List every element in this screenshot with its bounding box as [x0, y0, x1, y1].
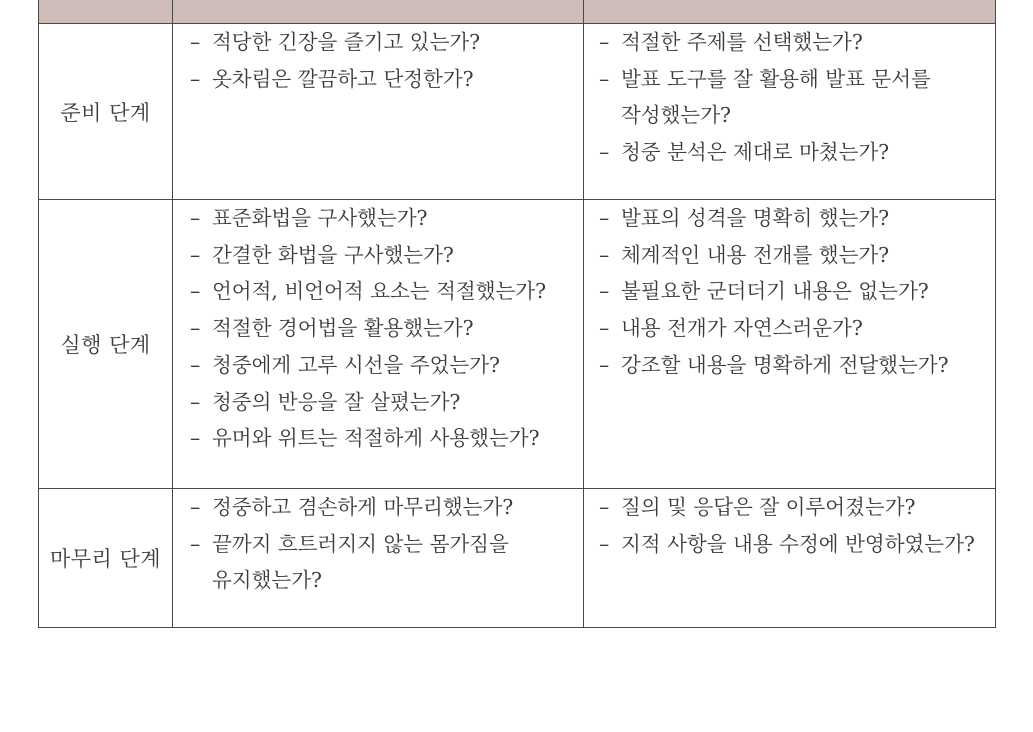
list-item: – 청중의 반응을 잘 살폈는가? — [190, 384, 577, 421]
speaker-checklist-cell — [173, 489, 584, 628]
speaker-checklist-cell — [173, 200, 584, 489]
list-item: – 체계적인 내용 전개를 했는가? — [599, 237, 991, 274]
presentation-checklist-table — [38, 0, 996, 628]
list-item: – 정중하고 겸손하게 마무리했는가? — [190, 489, 577, 526]
stage-label: 마무리 단계 — [39, 489, 173, 628]
list-item: – 발표의 성격을 명확히 했는가? — [599, 200, 991, 237]
list-item: – 청중 분석은 제대로 마쳤는가? — [599, 134, 991, 171]
content-checklist-cell — [584, 200, 996, 489]
stage-label: 준비 단계 — [39, 24, 173, 200]
stage-label: 실행 단계 — [39, 200, 173, 489]
list-item: – 적절한 경어법을 활용했는가? — [190, 310, 577, 347]
list-item: – 발표 도구를 잘 활용해 발표 문서를 작성했는가? — [599, 61, 991, 134]
list-item: – 언어적, 비언어적 요소는 적절했는가? — [190, 273, 577, 310]
content-checklist-cell — [584, 489, 996, 628]
list-item: – 유머와 위트는 적절하게 사용했는가? — [190, 420, 577, 457]
list-item: – 청중에게 고루 시선을 주었는가? — [190, 347, 577, 384]
list-item: – 질의 및 응답은 잘 이루어졌는가? — [599, 489, 991, 526]
content-checklist-cell — [584, 24, 996, 200]
speaker-checklist-cell — [173, 24, 584, 200]
header-row — [39, 0, 996, 24]
table-header — [39, 0, 996, 24]
checklist — [599, 489, 991, 562]
checklist — [599, 24, 991, 171]
header-cell-stage — [39, 0, 173, 24]
list-item: – 내용 전개가 자연스러운가? — [599, 310, 991, 347]
list-item: – 적절한 주제를 선택했는가? — [599, 24, 991, 61]
checklist — [599, 200, 991, 384]
header-cell-speaker — [173, 0, 584, 24]
checklist — [190, 489, 577, 599]
list-item: – 강조할 내용을 명확하게 전달했는가? — [599, 347, 991, 384]
list-item: – 적당한 긴장을 즐기고 있는가? — [190, 24, 577, 61]
list-item: – 표준화법을 구사했는가? — [190, 200, 577, 237]
checklist — [190, 200, 577, 457]
list-item: – 끝까지 흐트러지지 않는 몸가짐을 유지했는가? — [190, 526, 577, 599]
list-item: – 지적 사항을 내용 수정에 반영하였는가? — [599, 526, 991, 563]
header-cell-content — [584, 0, 996, 24]
table-row-close — [39, 489, 996, 628]
table-row-exec — [39, 200, 996, 489]
checklist — [190, 24, 577, 97]
table-row-prep — [39, 24, 996, 200]
list-item: – 불필요한 군더더기 내용은 없는가? — [599, 273, 991, 310]
list-item: – 옷차림은 깔끔하고 단정한가? — [190, 61, 577, 98]
list-item: – 간결한 화법을 구사했는가? — [190, 237, 577, 274]
